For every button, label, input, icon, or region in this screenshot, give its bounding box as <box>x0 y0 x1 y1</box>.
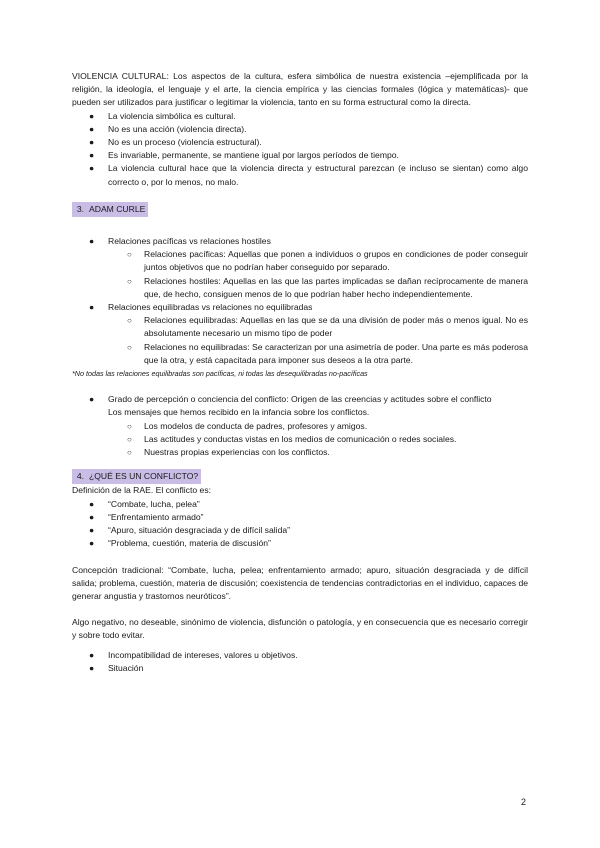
footnote: *No todas las relaciones equilibradas son pacíficas, ni todas las desequilibradas no-pacíficas <box>72 369 368 379</box>
list-item: ● “Problema, cuestión, materia de discusión” <box>72 537 528 550</box>
bullet-icon: ● <box>89 302 95 313</box>
list-item: ● “Apuro, situación desgraciada y de difícil salida” <box>72 524 528 537</box>
section-4-title: ¿QUÉ ES UN CONFLICTO? <box>89 471 199 482</box>
violencia-cultural-term: VIOLENCIA CULTURAL <box>72 71 167 81</box>
circle-bullet-icon: ○ <box>127 250 132 260</box>
circle-bullet-icon: ○ <box>127 316 132 326</box>
list-item: ○ Relaciones equilibradas: Aquellas en las que se da una división de poder más o menos igual. No es absolutamente necesario un mismo tipo de poder <box>127 315 528 339</box>
circle-bullet-icon: ○ <box>127 421 132 431</box>
section-4-heading <box>72 469 528 484</box>
section-3-title: ADAM CURLE <box>89 203 146 214</box>
bullet-icon: ● <box>89 498 95 509</box>
negative-paragraph: Algo negativo, no deseable, sinónimo de violencia, disfunción o patología, y en consecuencia que es necesario corregir y sobre todo evitar. <box>72 617 528 641</box>
violencia-cultural-paragraph <box>72 70 528 110</box>
list-item: ○ Las actitudes y conductas vistas en los medios de comunicación o redes sociales. <box>72 433 528 446</box>
relations-list <box>72 235 528 367</box>
list-item: ● “Enfrentamiento armado” <box>72 511 528 524</box>
bullet-icon: ● <box>89 163 95 174</box>
list-item: ○ Relaciones pacíficas: Aquellas que ponen a individuos o grupos en condiciones de poder conseguir juntos objetivos que no podrían haber conseguido por separado. <box>127 249 528 273</box>
rae-heading: Definición de la RAE. El conflicto es: <box>72 485 211 496</box>
bullet-icon: ● <box>89 511 95 522</box>
list-item: ● La violencia cultural hace que la violencia directa y estructural parezcan (e incluso se sientan) como algo correcto o, por lo menos, no malo. <box>89 163 528 187</box>
violencia-cultural-definition: : Los aspectos de la cultura, esfera simbólica de nuestra existencia –ejemplificada por la religión, la ideología, el lenguaje y el arte, la ciencia empírica y las ciencias formales (lógica y matemáticas)- que pueden ser utilizados para justificar o legitimar la violencia, tanto en su forma estructural como la directa. <box>72 71 528 108</box>
perception-list <box>72 393 528 459</box>
list-item: ● Situación <box>72 662 528 675</box>
bullet-icon: ● <box>89 110 95 121</box>
traditional-conception-paragraph: Concepción tradicional: “Combate, lucha, pelea; enfrentamiento armado; apuro, situación desgraciada y de difícil salida; problema, cuestión, materia de discusión; coexistencia de tendencias contradictorias en el individuo, capaces de generar angustia y trastornos neuróticos”. <box>72 564 528 601</box>
list-item: ● Relaciones equilibradas vs relaciones no equilibradas <box>72 301 528 314</box>
section-3-number: 3. <box>76 203 85 214</box>
bullet-icon: ● <box>89 123 95 134</box>
bullet-icon: ● <box>89 538 95 549</box>
page-number: 2 <box>521 797 527 807</box>
list-item: ● “Combate, lucha, pelea” <box>72 498 528 511</box>
circle-bullet-icon: ○ <box>127 448 132 458</box>
list-item: ○ Los modelos de conducta de padres, profesores y amigos. <box>72 420 528 433</box>
list-item: ○ Nuestras propias experiencias con los conflictos. <box>72 446 528 459</box>
document-page <box>72 70 528 675</box>
bullet-icon: ● <box>89 662 95 673</box>
circle-bullet-icon: ○ <box>127 276 132 286</box>
list-item: ● Incompatibilidad de intereses, valores u objetivos. <box>72 649 528 662</box>
list-item: ● No es un proceso (violencia estructural). <box>72 136 528 149</box>
list-item: ● Relaciones pacíficas vs relaciones hostiles <box>72 235 528 248</box>
bullet-icon: ● <box>89 137 95 148</box>
bullet-icon: ● <box>89 236 95 247</box>
rae-list <box>72 498 528 551</box>
circle-bullet-icon: ○ <box>127 342 132 352</box>
bullet-icon: ● <box>89 150 95 161</box>
list-item: ● Es invariable, permanente, se mantiene igual por largos períodos de tiempo. <box>72 149 528 162</box>
list-item: ● Grado de percepción o conciencia del conflicto: Origen de las creencias y actitudes sobre el conflicto Los mensajes que hemos recibido en la infancia sobre los conflictos. <box>89 394 492 418</box>
bullet-icon: ● <box>89 394 95 405</box>
circle-bullet-icon: ○ <box>127 434 132 444</box>
list-item: ● La violencia simbólica es cultural. <box>72 110 528 123</box>
section-3-heading <box>72 202 528 217</box>
bullet-icon: ● <box>89 649 95 660</box>
list-item: ● No es una acción (violencia directa). <box>72 123 528 136</box>
list-item: ○ Relaciones no equilibradas: Se caracterizan por una asimetría de poder. Una parte es más poderosa que la otra, y está capacitada para imponer sus deseos a la otra parte. <box>127 341 528 365</box>
section-4-number: 4. <box>76 471 85 482</box>
bullet-icon: ● <box>89 525 95 536</box>
list-item: ○ Relaciones hostiles: Aquellas en las que las partes implicadas se dañan recíprocamente de manera que, de hecho, consiguen menos de lo que podrían haber hecho independientemente. <box>127 275 528 299</box>
avoid-list <box>72 649 528 675</box>
violencia-cultural-list <box>72 110 528 189</box>
